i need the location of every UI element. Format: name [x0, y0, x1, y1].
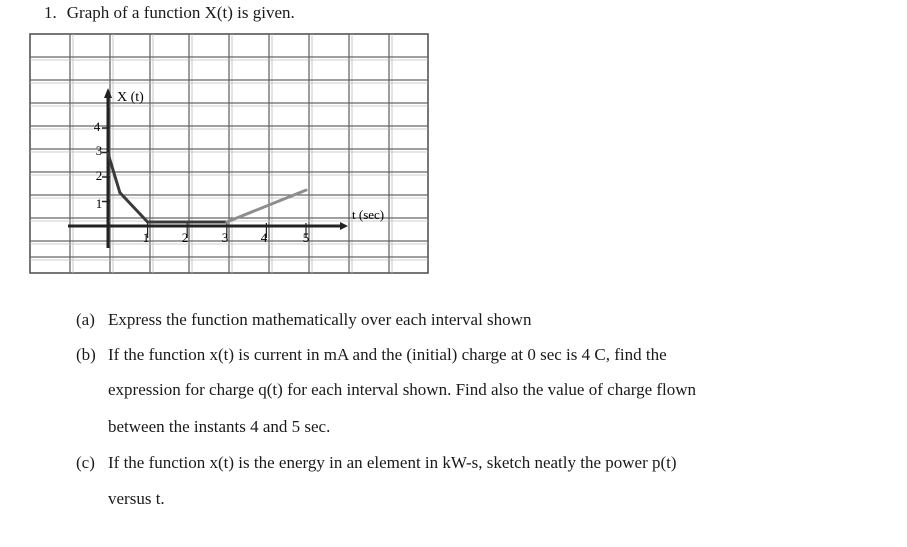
function-curve [108, 153, 306, 222]
x-tick-label: 5 [302, 230, 310, 245]
question-label: (b) [76, 345, 96, 364]
question-label: (a) [76, 310, 95, 329]
x-tick-label: 1 [142, 230, 150, 245]
x-axis-arrow [340, 222, 348, 230]
y-axis-label: X (t) [117, 90, 144, 105]
y-tick-label: 1 [95, 196, 103, 211]
question-text: If the function x(t) is current in mA and the (initial) charge at 0 sec is 4 C, find the [108, 345, 667, 364]
x-axis-label: t (sec) [352, 207, 385, 222]
question-text: Express the function mathematically over each interval shown [108, 310, 532, 329]
y-tick-label: 3 [95, 143, 103, 158]
question-text: between the instants 4 and 5 sec. [108, 417, 331, 436]
x-tick-label: 2 [181, 230, 189, 245]
problem-statement: Graph of a function X(t) is given. [66, 3, 295, 22]
x-tick-label: 3 [221, 230, 229, 245]
x-tick-label: 4 [260, 230, 268, 245]
question-label: (c) [76, 453, 95, 472]
y-axis-arrow [104, 88, 112, 98]
question-text: versus t. [108, 489, 165, 508]
y-tick-label: 2 [95, 168, 103, 183]
question-text: If the function x(t) is the energy in an element in kW-s, sketch neatly the power p(t) [108, 453, 677, 472]
question-text: expression for charge q(t) for each interval shown. Find also the value of charge flown [108, 380, 697, 399]
tick-labels [94, 90, 384, 245]
question-c [76, 453, 677, 473]
grid [30, 34, 428, 273]
question-a [76, 310, 531, 330]
y-tick-label: 4 [93, 119, 101, 134]
question-b [76, 345, 667, 365]
problem-number: 1. [44, 3, 57, 22]
